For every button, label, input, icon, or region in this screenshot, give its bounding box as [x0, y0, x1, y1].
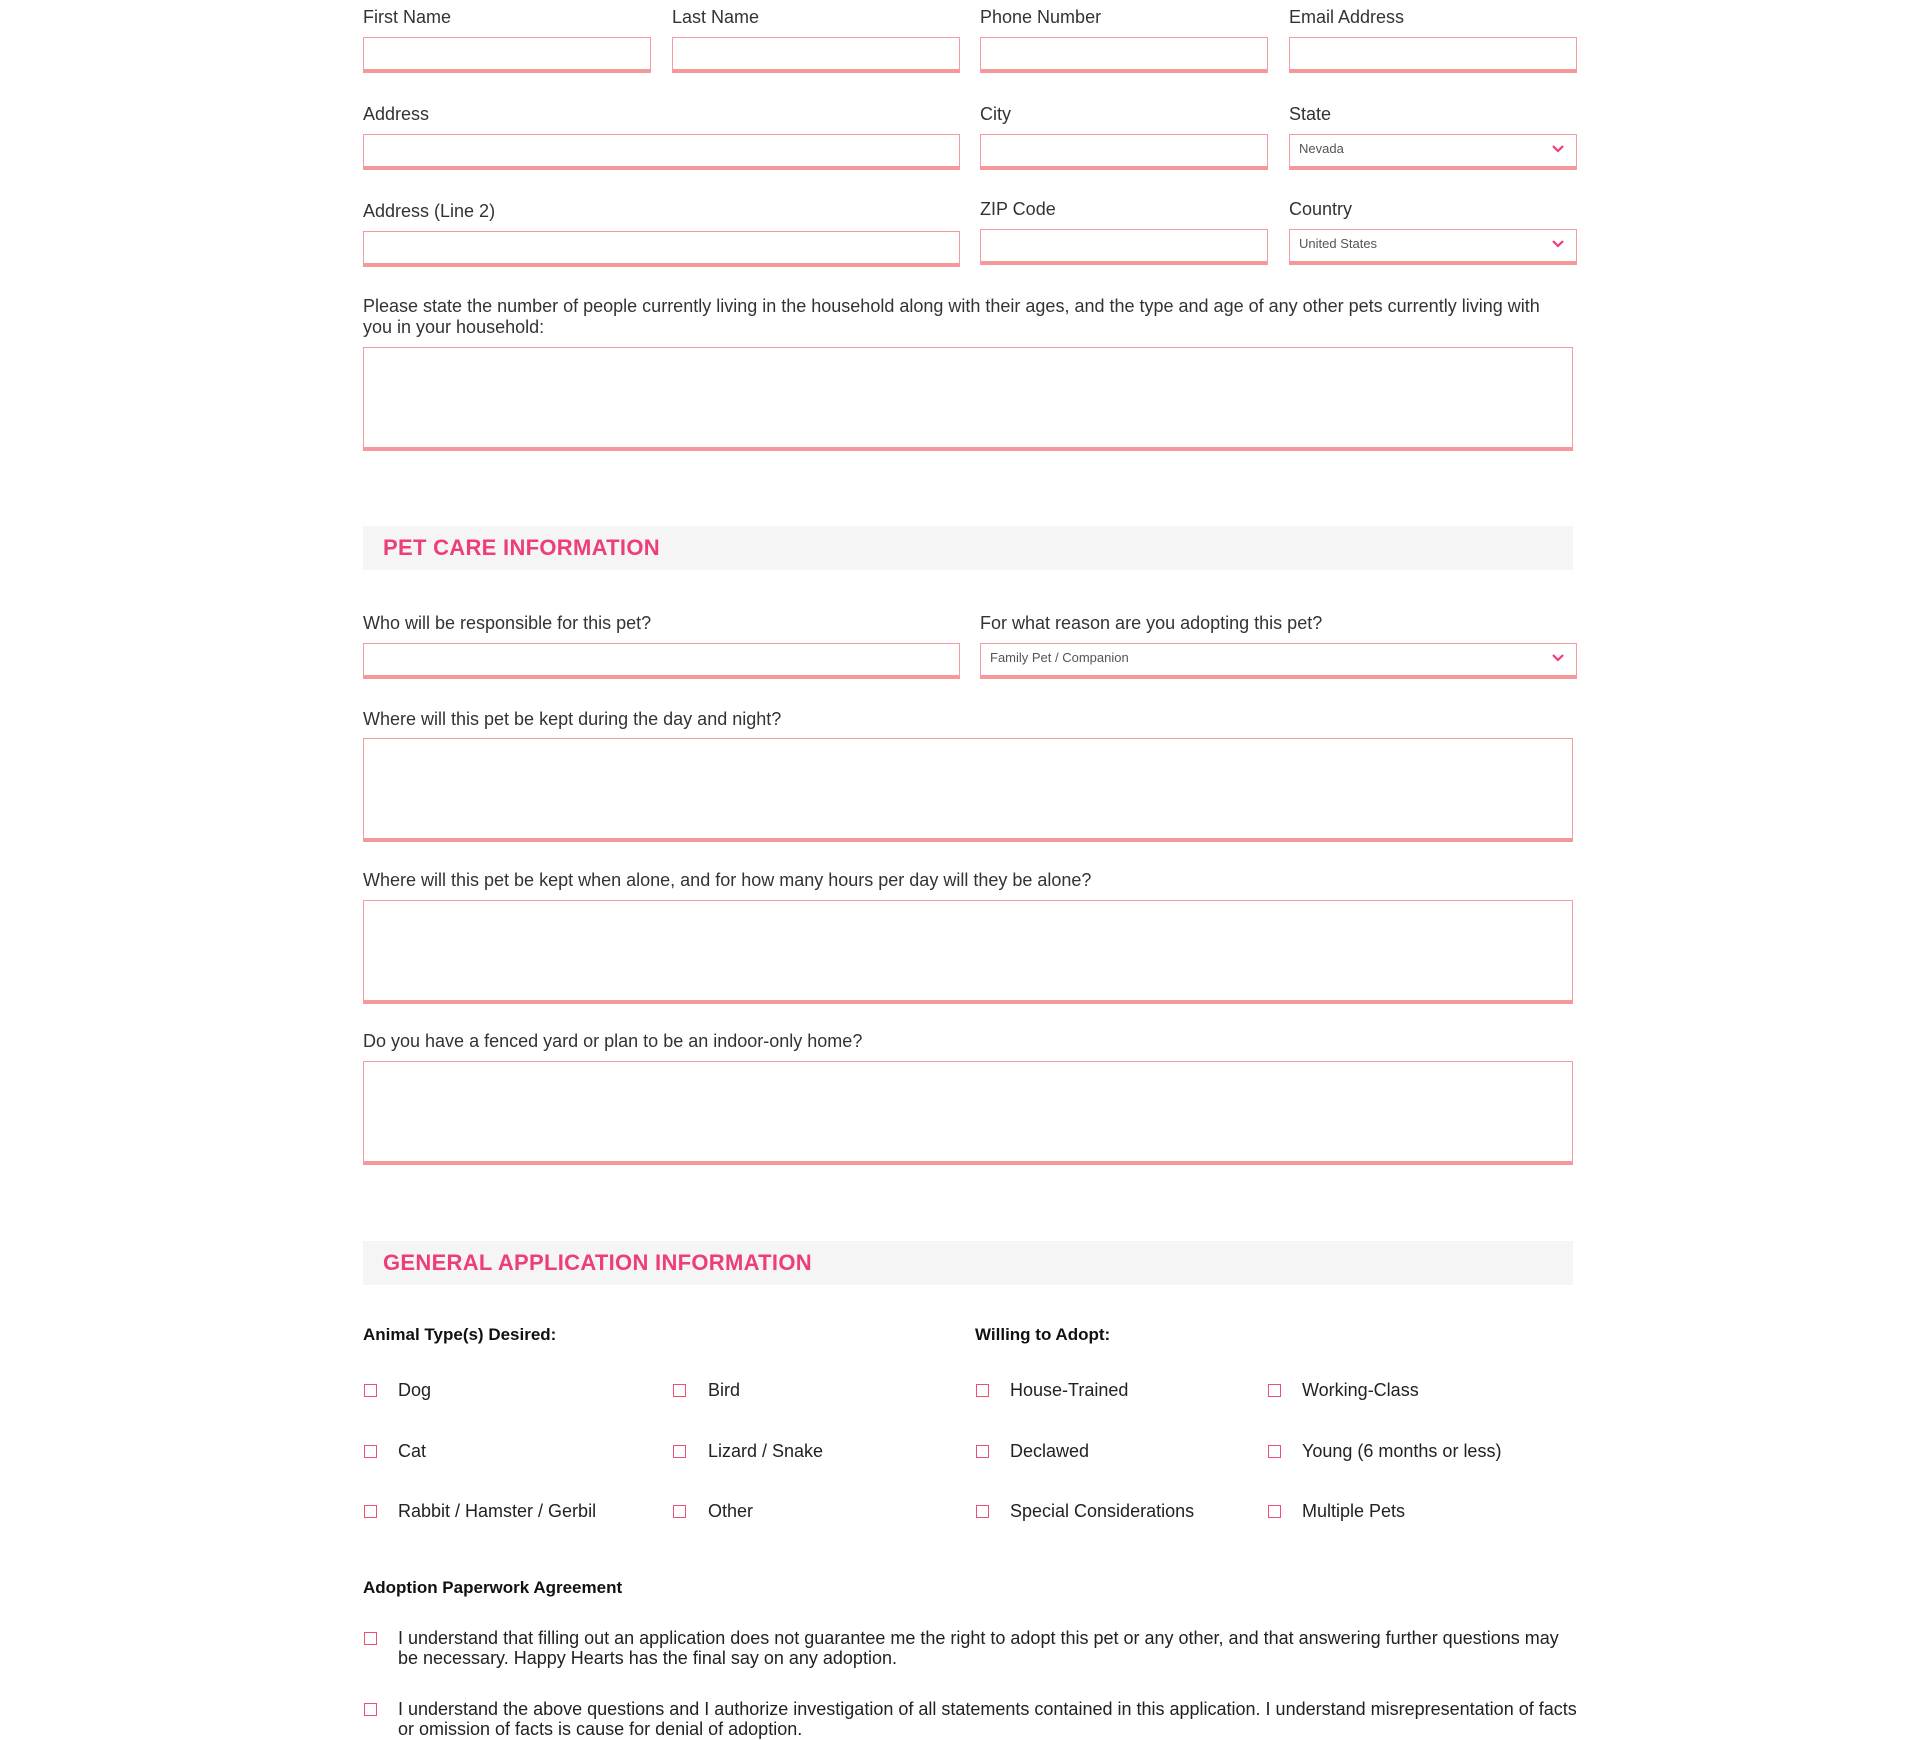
responsible-field[interactable]: [363, 643, 960, 679]
willing-title: Willing to Adopt:: [975, 1325, 1111, 1344]
chevron-down-icon: [1552, 144, 1564, 154]
checkbox-young[interactable]: [1268, 1445, 1281, 1458]
yard-label: Do you have a fenced yard or plan to be an indoor-only home?: [363, 1031, 863, 1051]
phone-label: Phone Number: [980, 7, 1102, 27]
checkbox-label: Young (6 months or less): [1302, 1441, 1502, 1461]
address2-label: Address (Line 2): [363, 201, 496, 221]
checkbox-multiple-pets[interactable]: [1268, 1505, 1281, 1518]
agreement-text: I understand that filling out an application does not guarantee me the right to adopt this pet or any other, and that answering further questions may be necessary. Happy Hearts has the final say on any adoption.: [398, 1628, 1559, 1668]
checkbox-label: Cat: [398, 1441, 427, 1461]
checkbox-lizard-snake[interactable]: [673, 1445, 686, 1458]
checkbox-label: Special Considerations: [1010, 1501, 1195, 1521]
checkbox-label: Other: [708, 1501, 754, 1521]
state-select[interactable]: [1289, 134, 1577, 170]
checkbox-declawed[interactable]: [976, 1445, 989, 1458]
section-title: GENERAL APPLICATION INFORMATION: [383, 1250, 812, 1275]
checkbox-agreement-1[interactable]: [364, 1632, 377, 1645]
zip-label: ZIP Code: [980, 199, 1056, 219]
checkbox-cat[interactable]: [364, 1445, 377, 1458]
general-section-header: [363, 1241, 1573, 1285]
chevron-down-icon: [1552, 653, 1564, 663]
household-label: Please state the number of people currently living in the household along with their ages, and the type and age of any other pets currently living with you in your household:: [363, 296, 1540, 337]
checkbox-label: House-Trained: [1010, 1380, 1129, 1400]
address-field[interactable]: [363, 134, 960, 170]
agreement-text: I understand the above questions and I authorize investigation of all statements contained in this application. I understand misrepresentation of facts or omission of facts is cause for denial of adoption.: [398, 1699, 1577, 1739]
section-title: PET CARE INFORMATION: [383, 535, 660, 560]
kept-label: Where will this pet be kept during the day and night?: [363, 709, 782, 729]
state-select-value: Nevada: [1299, 141, 1344, 156]
yard-textarea[interactable]: [363, 1061, 1573, 1165]
agreement-title: Adoption Paperwork Agreement: [363, 1578, 623, 1597]
checkbox-working-class[interactable]: [1268, 1384, 1281, 1397]
phone-field[interactable]: [980, 37, 1268, 73]
address2-field[interactable]: [363, 231, 960, 267]
checkbox-label: Multiple Pets: [1302, 1501, 1406, 1521]
responsible-label: Who will be responsible for this pet?: [363, 613, 652, 633]
reason-label: For what reason are you adopting this pet?: [980, 613, 1323, 633]
city-field[interactable]: [980, 134, 1268, 170]
reason-select[interactable]: [980, 643, 1577, 679]
alone-textarea[interactable]: [363, 900, 1573, 1004]
checkbox-label: Dog: [398, 1380, 432, 1400]
first-name-label: First Name: [363, 7, 452, 27]
country-label: Country: [1289, 199, 1353, 219]
state-label: State: [1289, 104, 1332, 124]
checkbox-label: Working-Class: [1302, 1380, 1419, 1400]
checkbox-dog[interactable]: [364, 1384, 377, 1397]
reason-select-value: Family Pet / Companion: [990, 650, 1129, 665]
zip-field[interactable]: [980, 229, 1268, 265]
checkbox-other[interactable]: [673, 1505, 686, 1518]
checkbox-label: Rabbit / Hamster / Gerbil: [398, 1501, 597, 1521]
email-label: Email Address: [1289, 7, 1405, 27]
checkbox-agreement-2[interactable]: [364, 1703, 377, 1716]
email-field[interactable]: [1289, 37, 1577, 73]
country-select-value: United States: [1299, 236, 1378, 251]
checkbox-label: Lizard / Snake: [708, 1441, 824, 1461]
chevron-down-icon: [1552, 239, 1564, 249]
pet-care-section-header: [363, 526, 1573, 570]
last-name-field[interactable]: [672, 37, 960, 73]
checkbox-rabbit-hamster-gerbil[interactable]: [364, 1505, 377, 1518]
alone-label: Where will this pet be kept when alone, and for how many hours per day will they be alone?: [363, 870, 1092, 890]
first-name-field[interactable]: [363, 37, 651, 73]
country-select[interactable]: [1289, 229, 1577, 265]
last-name-label: Last Name: [672, 7, 760, 27]
animal-types-title: Animal Type(s) Desired:: [363, 1325, 557, 1344]
household-textarea[interactable]: [363, 347, 1573, 451]
kept-textarea[interactable]: [363, 738, 1573, 842]
address-label: Address: [363, 104, 430, 124]
checkbox-bird[interactable]: [673, 1384, 686, 1397]
checkbox-label: Declawed: [1010, 1441, 1090, 1461]
city-label: City: [980, 104, 1011, 124]
checkbox-special-considerations[interactable]: [976, 1505, 989, 1518]
checkbox-house-trained[interactable]: [976, 1384, 989, 1397]
checkbox-label: Bird: [708, 1380, 741, 1400]
